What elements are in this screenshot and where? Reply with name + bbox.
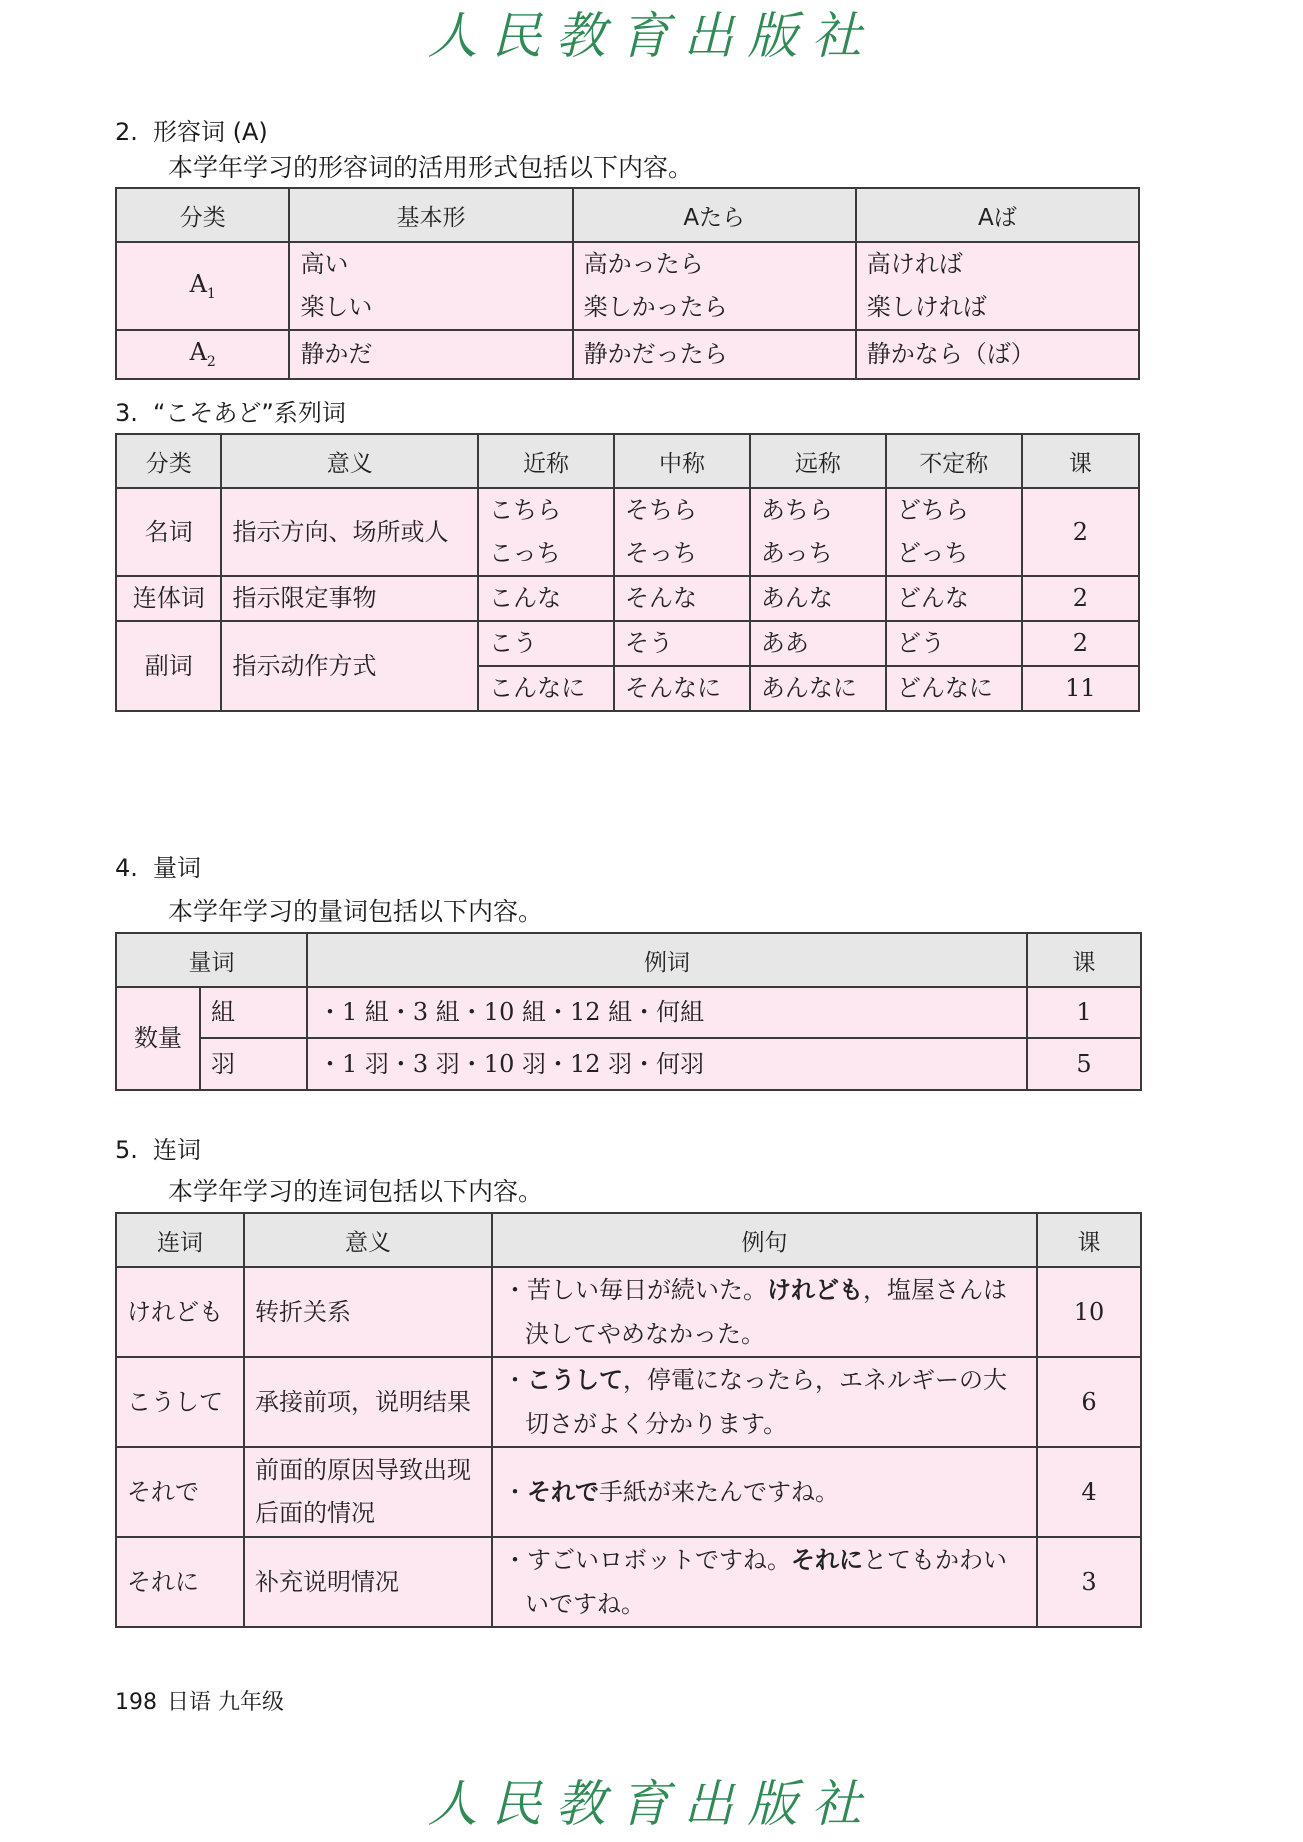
- lesson-cell: 3: [1037, 1537, 1141, 1627]
- conjunction-cell: けれども: [116, 1267, 244, 1357]
- table-row: [116, 1357, 1141, 1447]
- column-header: 量词: [116, 933, 307, 987]
- far-cell: ああ: [750, 621, 886, 666]
- kosoado-table: [115, 433, 1140, 712]
- section-title: 形容词 (A): [153, 118, 268, 146]
- middle-cell: そんな: [614, 576, 750, 621]
- section-2-intro: 本学年学习的形容词的活用形式包括以下内容。: [168, 153, 694, 182]
- far-cell: あんな: [750, 576, 886, 621]
- section-3-heading: [115, 398, 346, 428]
- section-number: 5.: [115, 1136, 138, 1164]
- page-footer: [115, 1688, 284, 1718]
- unit-cell: 羽: [200, 1038, 307, 1090]
- table-row: [116, 576, 1139, 621]
- table-row: [116, 987, 1141, 1038]
- base-form-cell: 静かだ: [289, 330, 572, 379]
- keyword: それで: [527, 1478, 599, 1506]
- section-number: 4.: [115, 854, 138, 882]
- column-header: 近称: [478, 434, 614, 488]
- column-header: 远称: [750, 434, 886, 488]
- meaning-cell: 转折关系: [244, 1267, 492, 1357]
- column-header: 课: [1037, 1213, 1141, 1267]
- section-5-heading: [115, 1135, 201, 1165]
- section-title: “こそあど”系列词: [153, 399, 346, 427]
- conjunction-table: [115, 1212, 1142, 1628]
- section-title: 连词: [153, 1136, 201, 1164]
- column-header: 例句: [492, 1213, 1037, 1267]
- ba-form-cell: 高ければ 楽しければ: [856, 242, 1139, 330]
- table-row: [116, 330, 1139, 379]
- section-5-intro: 本学年学习的连词包括以下内容。: [168, 1177, 544, 1206]
- column-header: Aたら: [573, 188, 856, 242]
- lesson-cell: 10: [1037, 1267, 1141, 1357]
- example-cell: ・苦しい毎日が続いた。けれども，塩屋さんは決してやめなかった。: [492, 1267, 1037, 1357]
- section-4-intro: 本学年学习的量词包括以下内容。: [168, 897, 544, 926]
- table-row: [116, 1038, 1141, 1090]
- conjunction-cell: それに: [116, 1537, 244, 1627]
- meaning-cell: 补充说明情况: [244, 1537, 492, 1627]
- column-header: 分类: [116, 188, 289, 242]
- middle-cell: そう: [614, 621, 750, 666]
- lesson-cell: 11: [1022, 666, 1139, 711]
- ba-form-cell: 静かなら（ば）: [856, 330, 1139, 379]
- example-cell: ・すごいロボットですね。それにとてもかわいいですね。: [492, 1537, 1037, 1627]
- section-4-heading: [115, 853, 201, 883]
- column-header: 分类: [116, 434, 221, 488]
- category-cell: 副词: [116, 621, 221, 711]
- tara-form-cell: 静かだったら: [573, 330, 856, 379]
- middle-cell: そんなに: [614, 666, 750, 711]
- lesson-cell: 5: [1027, 1038, 1141, 1090]
- table-row: [116, 488, 1139, 576]
- table-header-row: [116, 188, 1139, 242]
- table-header-row: [116, 933, 1141, 987]
- column-header: Aば: [856, 188, 1139, 242]
- question-cell: どんな: [886, 576, 1022, 621]
- table-row: [116, 621, 1139, 666]
- near-cell: こう: [478, 621, 614, 666]
- table-header-row: [116, 434, 1139, 488]
- near-cell: こんなに: [478, 666, 614, 711]
- meaning-cell: 承接前项，说明结果: [244, 1357, 492, 1447]
- lesson-cell: 6: [1037, 1357, 1141, 1447]
- far-cell: あんなに: [750, 666, 886, 711]
- column-header: 中称: [614, 434, 750, 488]
- meaning-cell: 指示动作方式: [221, 621, 478, 711]
- book-title: 日语 九年级: [167, 1690, 284, 1715]
- lesson-cell: 2: [1022, 576, 1139, 621]
- section-2-heading: [115, 117, 268, 147]
- counter-table: [115, 932, 1142, 1091]
- adjective-table: [115, 187, 1140, 380]
- table-row: [116, 1447, 1141, 1537]
- lesson-cell: 4: [1037, 1447, 1141, 1537]
- column-header: 基本形: [289, 188, 572, 242]
- example-cell: ・それで手紙が来たんですね。: [492, 1447, 1037, 1537]
- lesson-cell: 1: [1027, 987, 1141, 1038]
- meaning-cell: 指示方向、场所或人: [221, 488, 478, 576]
- keyword: それに: [791, 1546, 863, 1574]
- meaning-cell: 前面的原因导致出现后面的情况: [244, 1447, 492, 1537]
- keyword: こうして: [527, 1366, 623, 1394]
- tara-form-cell: 高かったら 楽しかったら: [573, 242, 856, 330]
- base-form-cell: 高い 楽しい: [289, 242, 572, 330]
- column-header: 意义: [244, 1213, 492, 1267]
- unit-cell: 組: [200, 987, 307, 1038]
- far-cell: あちら あっち: [750, 488, 886, 576]
- column-header: 意义: [221, 434, 478, 488]
- table-row: [116, 242, 1139, 330]
- conjunction-cell: こうして: [116, 1357, 244, 1447]
- publisher-logo-bottom: 人民教育出版社: [427, 1775, 876, 1833]
- question-cell: どう: [886, 621, 1022, 666]
- category-cell: $A_1$: [116, 242, 289, 330]
- section-number: 2.: [115, 118, 138, 146]
- category-cell: $A_2$: [116, 330, 289, 379]
- examples-cell: ・1 組・3 組・10 組・12 組・何組: [307, 987, 1027, 1038]
- table-header-row: [116, 1213, 1141, 1267]
- category-cell: 连体词: [116, 576, 221, 621]
- table-row: [116, 1267, 1141, 1357]
- lesson-cell: 2: [1022, 621, 1139, 666]
- question-cell: どんなに: [886, 666, 1022, 711]
- middle-cell: そちら そっち: [614, 488, 750, 576]
- column-header: 例词: [307, 933, 1027, 987]
- group-cell: 数量: [116, 987, 200, 1090]
- example-cell: ・こうして，停電になったら，エネルギーの大切さがよく分かります。: [492, 1357, 1037, 1447]
- examples-cell: ・1 羽・3 羽・10 羽・12 羽・何羽: [307, 1038, 1027, 1090]
- column-header: 课: [1022, 434, 1139, 488]
- table-row: [116, 1537, 1141, 1627]
- conjunction-cell: それで: [116, 1447, 244, 1537]
- keyword: けれども: [767, 1276, 863, 1304]
- question-cell: どちら どっち: [886, 488, 1022, 576]
- near-cell: こちら こっち: [478, 488, 614, 576]
- category-cell: 名词: [116, 488, 221, 576]
- column-header: 连词: [116, 1213, 244, 1267]
- meaning-cell: 指示限定事物: [221, 576, 478, 621]
- page-number: 198: [115, 1690, 157, 1715]
- publisher-logo-top: 人民教育出版社: [427, 7, 876, 65]
- section-number: 3.: [115, 399, 138, 427]
- column-header: 课: [1027, 933, 1141, 987]
- near-cell: こんな: [478, 576, 614, 621]
- column-header: 不定称: [886, 434, 1022, 488]
- lesson-cell: 2: [1022, 488, 1139, 576]
- section-title: 量词: [153, 854, 201, 882]
